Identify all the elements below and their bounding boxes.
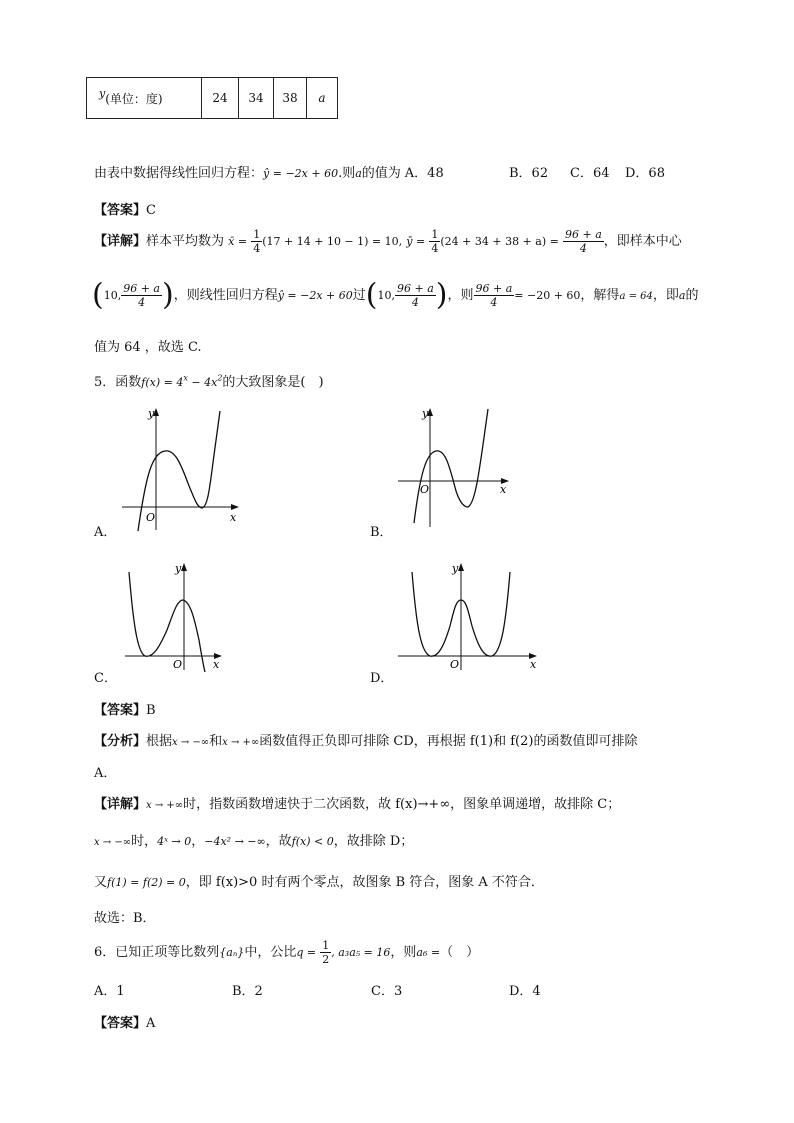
detail-text: ，故 bbox=[265, 834, 292, 849]
q5-detail1 bbox=[94, 793, 620, 812]
graph-c bbox=[115, 560, 230, 675]
condition: , a₃a₅ = 16 bbox=[331, 946, 391, 959]
a-value: a = 64 bbox=[619, 291, 653, 302]
detail-text: 时， bbox=[131, 834, 158, 849]
limit: x → −∞ bbox=[172, 737, 210, 748]
q4-stem-suffix: 的值为 bbox=[361, 166, 401, 181]
origin-label: O bbox=[420, 483, 430, 496]
table-var: y bbox=[99, 86, 106, 100]
graph-a-label: A． bbox=[94, 525, 117, 540]
table-cell: 34 bbox=[239, 78, 274, 119]
origin-label: O bbox=[450, 658, 460, 671]
q4-detail-line3: 值为 64 ，故选 C. bbox=[94, 340, 202, 355]
func: f(x) = 4 bbox=[141, 376, 184, 389]
frac-num: 1 bbox=[431, 228, 439, 241]
sequence: {aₙ} bbox=[219, 946, 245, 959]
q4-detail-line2: (10, $\frac{96 + a}{4}$ )，则线性回归方程ŷ = −2x + 60过(10, $\frac{96 + a}{4}$ )，则 $\frac{96 + a}{4}$ = −20 + 60，解得a = 64，即a的 bbox=[92, 277, 699, 313]
y-label: y bbox=[422, 407, 429, 420]
frac-den: 4 bbox=[411, 296, 419, 309]
func-b: − 4x bbox=[187, 376, 218, 389]
analysis-text: 根据 bbox=[146, 734, 173, 749]
fraction bbox=[121, 282, 162, 309]
detail-text: 过 bbox=[352, 288, 366, 303]
frac-den: 4 bbox=[253, 242, 261, 255]
detail-text: ，即样本中心 bbox=[603, 234, 682, 249]
q4-equation: ŷ = −2x + 60 bbox=[263, 167, 339, 180]
q6-stem bbox=[94, 938, 479, 968]
frac-num: 1 bbox=[253, 228, 261, 241]
fraction bbox=[563, 228, 604, 255]
q5-detail2 bbox=[94, 830, 413, 849]
y-label: y bbox=[175, 562, 182, 575]
detail-text: ，故排除 D； bbox=[333, 834, 414, 849]
fraction bbox=[320, 939, 331, 966]
frac-num: 96 + a bbox=[397, 282, 434, 295]
fraction bbox=[429, 228, 440, 255]
detail-text: 时，指数函数增速快于二次函数，故 f(x)→+∞，图象单调递增，故排除 C； bbox=[183, 797, 621, 812]
q6-answer bbox=[94, 1012, 155, 1031]
q4-var: a bbox=[355, 167, 362, 180]
detail-text: ，即 bbox=[652, 288, 679, 303]
curve bbox=[414, 409, 488, 523]
x-label: x bbox=[230, 511, 237, 524]
detail-text: 又 bbox=[94, 875, 108, 890]
q4-stem-middle: .则 bbox=[338, 166, 356, 181]
detail-text: ，即 f(x)>0 时有两个零点，故图象 B 符合，图象 A 不符合． bbox=[185, 875, 544, 890]
x-label: x bbox=[500, 483, 507, 496]
q5-analysis bbox=[94, 730, 637, 749]
detail-text: 的 bbox=[685, 288, 699, 303]
point-x: 10, bbox=[103, 289, 122, 302]
detail-eq: ŷ = −2x + 60 bbox=[277, 289, 353, 302]
data-table bbox=[86, 77, 338, 119]
answer-tag: 【答案】 bbox=[94, 703, 147, 718]
table-row-label bbox=[87, 78, 202, 119]
q5-analysis-end: A． bbox=[94, 766, 117, 781]
graph-d bbox=[392, 560, 542, 675]
graph-d-label: D． bbox=[370, 671, 394, 686]
analysis-tag: 【分析】 bbox=[94, 734, 147, 749]
q4-option-b: B．62 bbox=[509, 166, 549, 181]
q5-stem bbox=[94, 371, 324, 390]
stem-text: （ ） bbox=[440, 945, 480, 960]
frac-num: 96 + a bbox=[123, 282, 160, 295]
origin-label: O bbox=[146, 511, 156, 524]
x-label: x bbox=[530, 658, 537, 671]
answer-tag: 【答案】 bbox=[94, 203, 147, 218]
detail-tag: 【详解】 bbox=[94, 234, 147, 249]
curve bbox=[129, 572, 205, 672]
equals: = −20 + 60 bbox=[514, 289, 581, 302]
answer-value: C bbox=[146, 203, 156, 218]
frac-num: 1 bbox=[322, 939, 330, 952]
table-cell: 38 bbox=[274, 78, 307, 119]
q5-detail3 bbox=[94, 871, 544, 890]
answer-value: B bbox=[146, 703, 156, 718]
stem-text: 函数 bbox=[115, 375, 142, 390]
q-eq: q = bbox=[296, 946, 317, 959]
question-number: 5． bbox=[94, 375, 116, 390]
graph-b-label: B． bbox=[370, 525, 393, 540]
q4-option-d: D．68 bbox=[625, 166, 665, 181]
frac-den: 2 bbox=[322, 953, 330, 966]
detail-text: ，解得 bbox=[580, 288, 620, 303]
q4-stem bbox=[94, 162, 444, 181]
x-label: x bbox=[213, 658, 220, 671]
ybar: ȳ = bbox=[406, 235, 426, 248]
fraction bbox=[474, 282, 515, 309]
limit: x → −∞ bbox=[94, 837, 132, 848]
q5-answer bbox=[94, 699, 156, 718]
detail-text: ，则线性回归方程 bbox=[173, 288, 278, 303]
q6-option-a: A．1 bbox=[94, 984, 125, 999]
table-cell: 24 bbox=[202, 78, 239, 119]
frac-den: 4 bbox=[490, 296, 498, 309]
graph-a bbox=[110, 405, 260, 535]
q6-option-c: C．3 bbox=[371, 984, 403, 999]
question-number: 6． bbox=[94, 945, 116, 960]
analysis-text: 函数值得正负即可排除 CD，再根据 f(1)和 f(2)的函数值即可排除 bbox=[259, 734, 638, 749]
q6-option-b: B．2 bbox=[232, 984, 263, 999]
target: a₆ = bbox=[416, 946, 441, 959]
fraction bbox=[395, 282, 436, 309]
point-x: 10, bbox=[377, 289, 396, 302]
q5-conclusion: 故选：B． bbox=[94, 911, 156, 926]
detail-text: ， bbox=[191, 834, 205, 849]
answer-tag: 【答案】 bbox=[94, 1016, 147, 1031]
expr: 4ˣ → 0 bbox=[157, 835, 192, 848]
frac-den: 4 bbox=[431, 242, 439, 255]
q6-option-d: D．4 bbox=[509, 984, 541, 999]
var-a: a bbox=[678, 289, 686, 302]
origin-label: O bbox=[173, 658, 183, 671]
limit: x → +∞ bbox=[222, 737, 260, 748]
graph-c-label: C． bbox=[94, 671, 117, 686]
stem-text: 中，公比 bbox=[244, 945, 297, 960]
frac-den: 4 bbox=[138, 296, 146, 309]
detail-tag: 【详解】 bbox=[94, 797, 147, 812]
q4-detail-line1 bbox=[94, 227, 682, 257]
q4-answer bbox=[94, 199, 156, 218]
func-exp: x bbox=[183, 373, 188, 383]
q4-option-a: A．48 bbox=[404, 166, 444, 181]
detail-text: 样本平均数为 bbox=[146, 234, 225, 249]
sum-x: (17 + 14 + 10 − 1) = 10, bbox=[262, 235, 403, 248]
q4-option-c: C．64 bbox=[570, 166, 610, 181]
stem-text: ，则 bbox=[390, 945, 417, 960]
frac-den: 4 bbox=[579, 242, 587, 255]
answer-value: A bbox=[146, 1016, 156, 1031]
graph-b bbox=[390, 405, 520, 530]
sum-y: (24 + 34 + 38 + a) = bbox=[440, 235, 559, 248]
expr: −4x² → −∞ bbox=[204, 835, 266, 848]
frac-num: 96 + a bbox=[564, 228, 602, 241]
stem-text: 已知正项等比数列 bbox=[115, 945, 220, 960]
detail-text: ，则 bbox=[447, 288, 474, 303]
expr: f(x) < 0 bbox=[291, 835, 334, 848]
fraction bbox=[251, 228, 262, 255]
analysis-text: 和 bbox=[209, 734, 223, 749]
xbar: x̄ = bbox=[228, 235, 248, 248]
y-label: y bbox=[452, 562, 459, 575]
stem-text: 的大致图象是( ) bbox=[222, 375, 324, 390]
q4-stem-prefix: 由表中数据得线性回归方程： bbox=[94, 166, 264, 181]
limit: x → +∞ bbox=[146, 800, 184, 811]
expr: f(1) = f(2) = 0 bbox=[107, 876, 186, 889]
func-exp2: 2 bbox=[217, 373, 223, 383]
frac-num: 96 + a bbox=[475, 282, 513, 295]
y-label: y bbox=[148, 407, 155, 420]
table-cell: a bbox=[307, 78, 338, 119]
table-unit: (单位：度) bbox=[105, 91, 163, 106]
